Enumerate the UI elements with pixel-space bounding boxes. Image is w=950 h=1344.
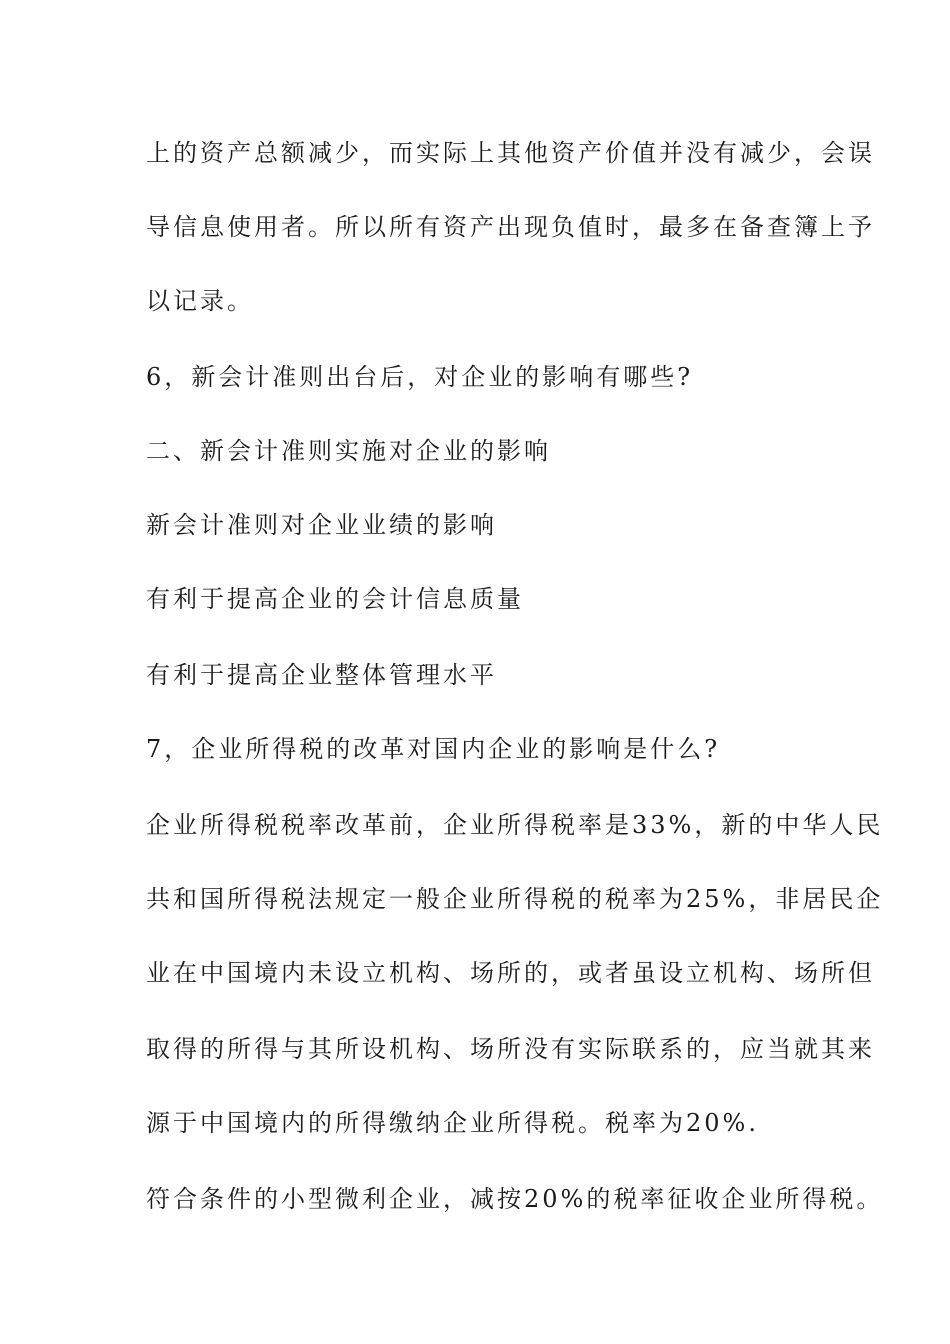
paragraph-line: 上的资产总额减少，而实际上其他资产价值并没有减少，会误: [146, 139, 875, 167]
paragraph-line: 源于中国境内的所得缴纳企业所得税。税率为20%.: [146, 1109, 759, 1137]
paragraph-line: 共和国所得税法规定一般企业所得税的税率为25%，非居民企: [146, 885, 884, 913]
paragraph-line: 取得的所得与其所设机构、场所没有实际联系的，应当就其来: [146, 1035, 875, 1063]
section-heading: 二、新会计准则实施对企业的影响: [146, 437, 551, 465]
paragraph-line: 企业所得税税率改革前，企业所得税率是33%，新的中华人民: [146, 811, 884, 839]
question-heading: 6，新会计准则出台后，对企业的影响有哪些?: [146, 363, 694, 391]
list-item: 有利于提高企业整体管理水平: [146, 661, 497, 689]
paragraph-line: 业在中国境内未设立机构、场所的，或者虽设立机构、场所但: [146, 959, 875, 987]
paragraph-line: 以记录。: [146, 287, 254, 315]
paragraph-line: 符合条件的小型微利企业，减按20%的税率征收企业所得税。: [146, 1185, 884, 1213]
paragraph-line: 导信息使用者。所以所有资产出现负值时，最多在备查簿上予: [146, 213, 875, 241]
list-item: 新会计准则对企业业绩的影响: [146, 511, 497, 539]
list-item: 有利于提高企业的会计信息质量: [146, 585, 524, 613]
question-heading: 7，企业所得税的改革对国内企业的影响是什么?: [146, 735, 721, 763]
